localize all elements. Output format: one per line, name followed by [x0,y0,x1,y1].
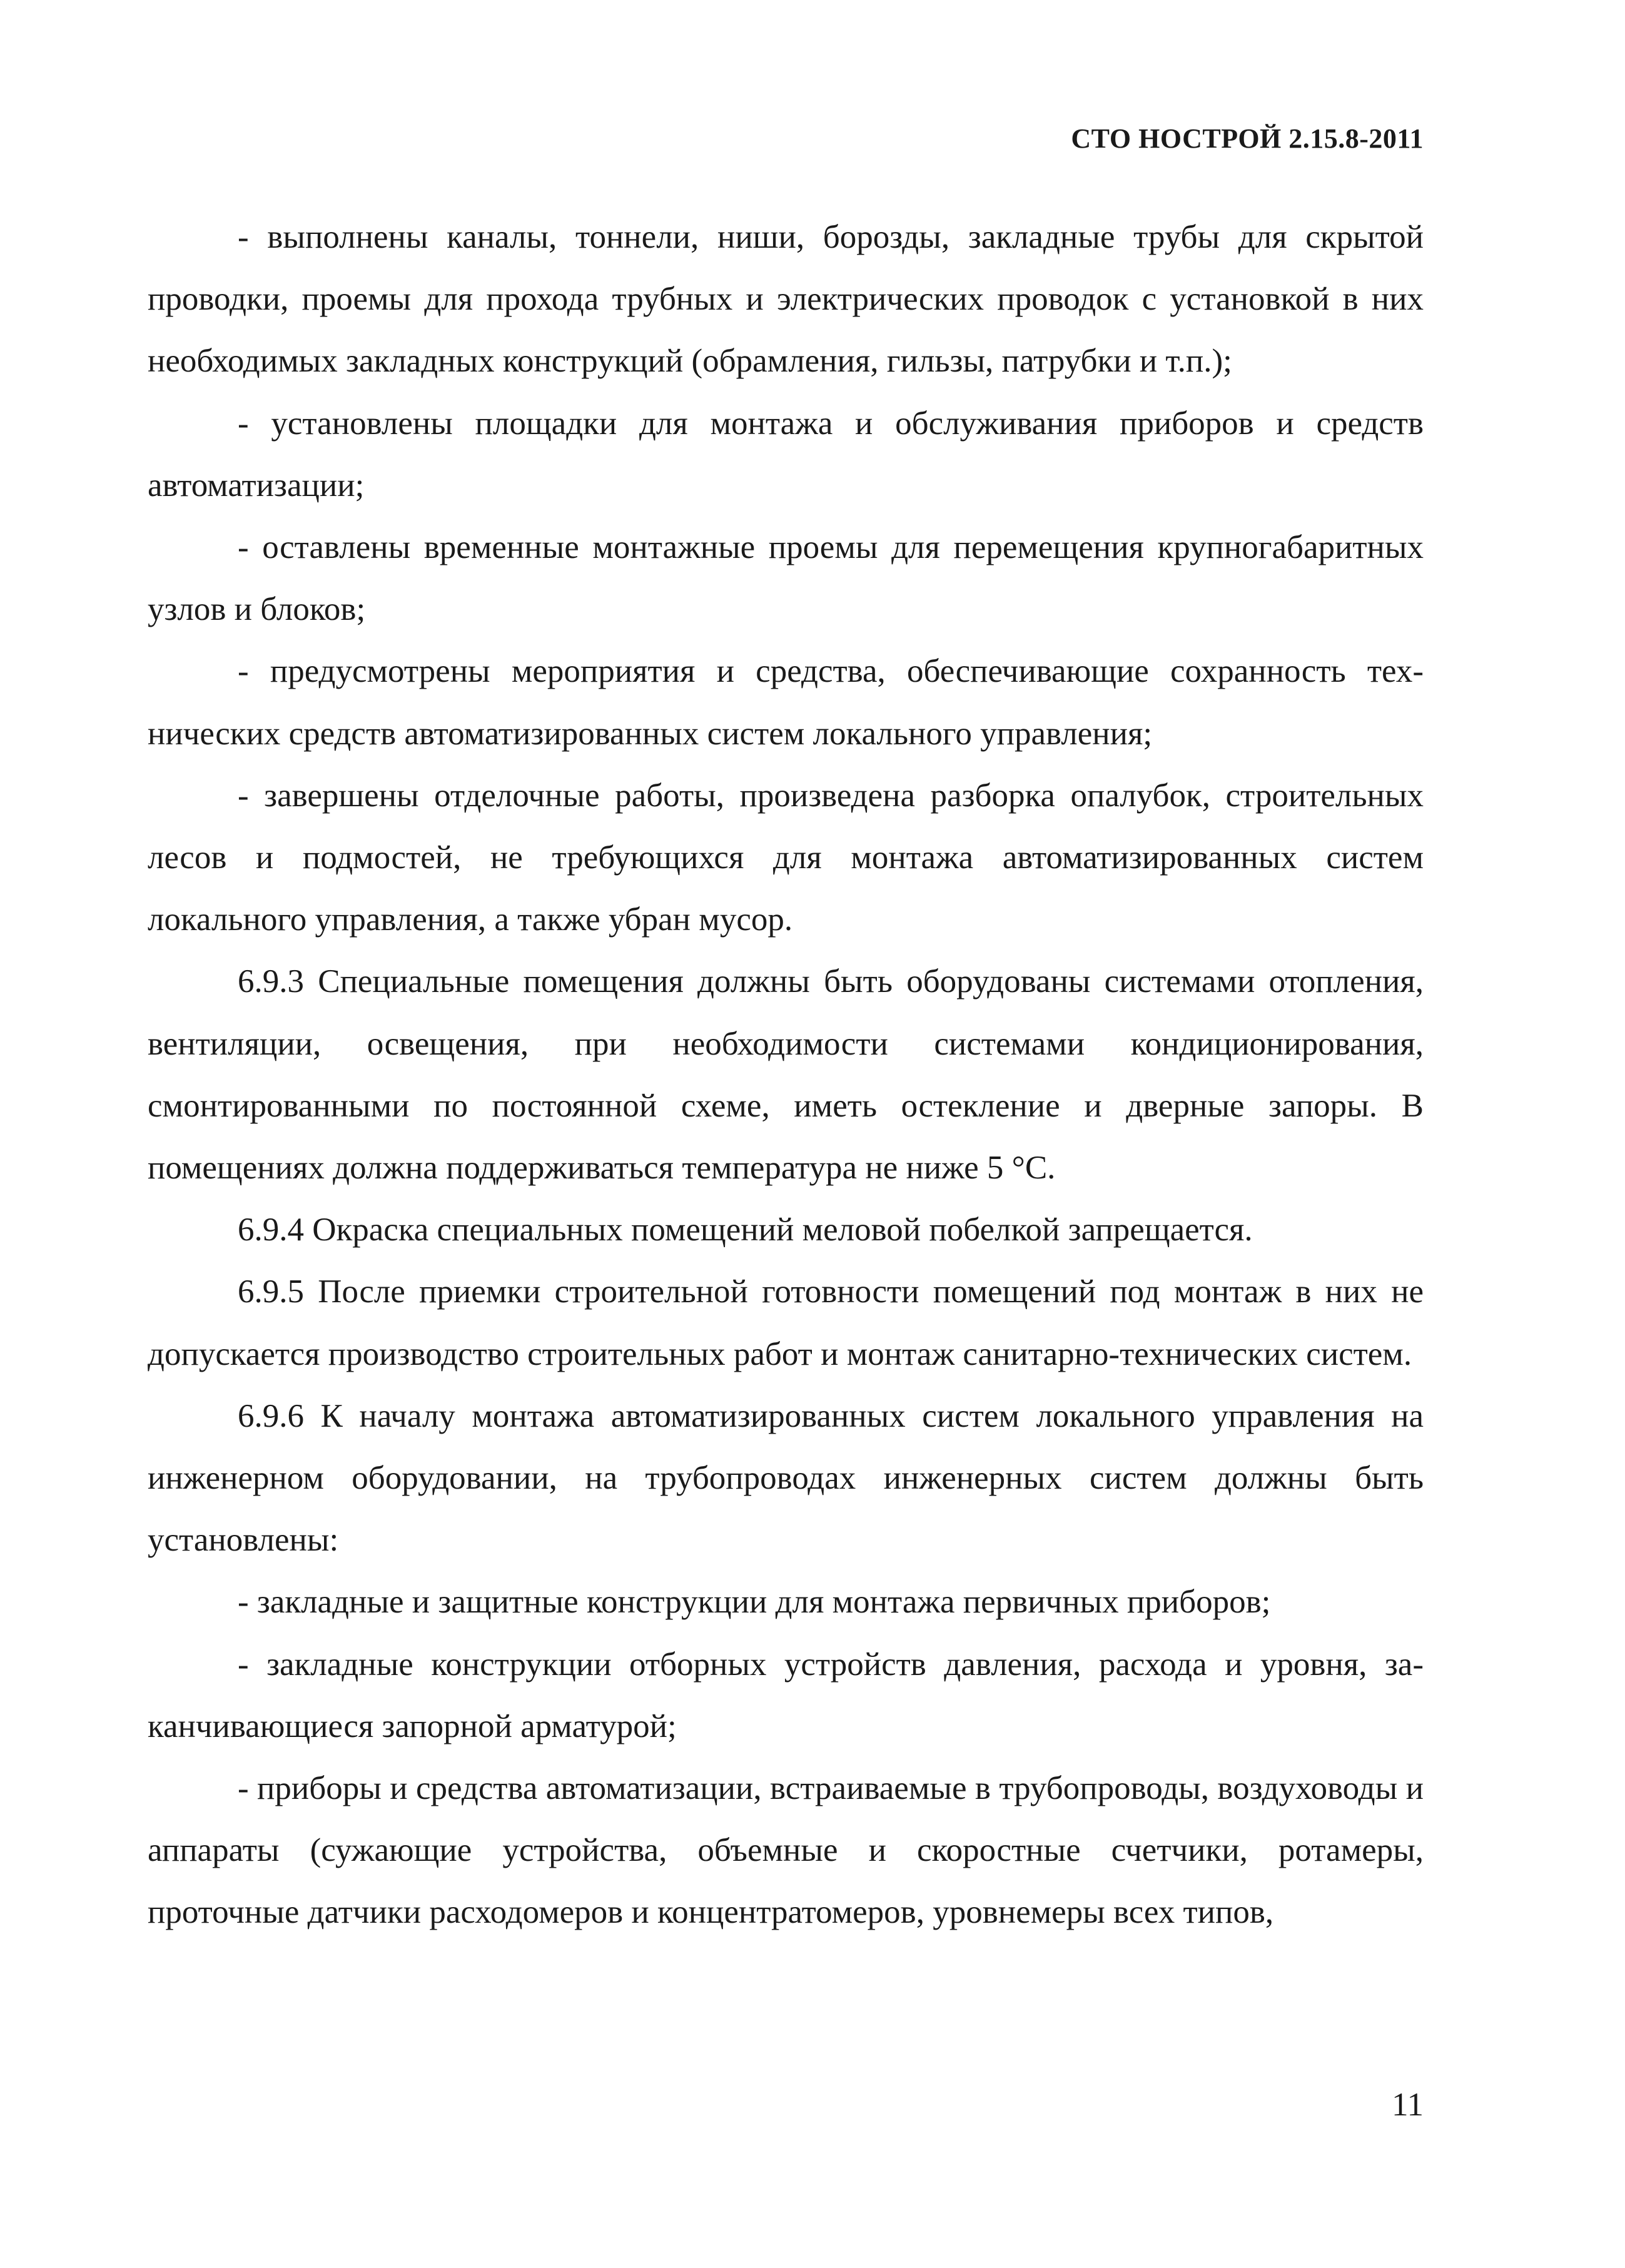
paragraph-sampling-devices: - закладные конструкции отборных устройств давления, расхода и уровня, заканчивающиеся запорной арматурой; [148,1646,1424,1744]
page-number: 11 [1391,2087,1424,2123]
paragraph-embedded-structures: - закладные и защитные конструкции для монтажа первичных приборов; [238,1584,1271,1621]
paragraph-measures: - предусмотрены мероприятия и средства, обеспечивающие сохранность технических средств автоматизированных систем локального управления; [148,653,1424,752]
paragraph-instruments: - приборы и средства автоматизации, встраиваемые в трубопроводы, воздуховоды и аппараты (сужающие устройства, объемные и скоростные счетчики, ротамеры, проточные датчики расходомеров и концентратомеров, уровнемеры всех типов, [148,1770,1424,1931]
paragraph-channels: - выполнены каналы, тоннели, ниши, борозды, закладные трубы для скрытой проводки, проемы для прохода трубных и электрических проводок с установкой в них необходимых закладных конструкций (обрамления, гильзы, патрубки и т.п.); [148,219,1424,380]
paragraph-6-9-4: 6.9.4 Окраска специальных помещений меловой побелкой запрещается. [238,1212,1253,1248]
paragraph-finishing: - завершены отделочные работы, произведена разборка опалубок, строительных лесов и подмостей, не требующихся для монтажа автоматизированных систем локального управления, а также убран мусор. [148,777,1424,938]
paragraph-6-9-5: 6.9.5 После приемки строительной готовности помещений под монтаж в них не допускается производство строительных работ и монтаж санитарно-технических систем. [148,1273,1424,1372]
paragraph-platforms: - установлены площадки для монтажа и обслуживания приборов и средств автоматизации; [148,405,1424,504]
paragraph-6-9-3: 6.9.3 Специальные помещения должны быть оборудованы системами отопления, вентиляции, освещения, при необходимости системами кондиционирования, смонтированными по постоянной схеме, иметь остекление и дверные запоры. В помещениях должна поддерживаться температура не ниже 5 °С. [148,963,1424,1187]
document-body [148,206,1424,1944]
paragraph-openings: - оставлены временные монтажные проемы для перемещения крупногабаритных узлов и блоков; [148,529,1424,628]
paragraph-6-9-6: 6.9.6 К началу монтажа автоматизированных систем локального управления на инженерном оборудовании, на трубопроводах инженерных систем должны быть установлены: [148,1397,1424,1559]
document-header: СТО НОСТРОЙ 2.15.8-2011 [1071,123,1424,154]
